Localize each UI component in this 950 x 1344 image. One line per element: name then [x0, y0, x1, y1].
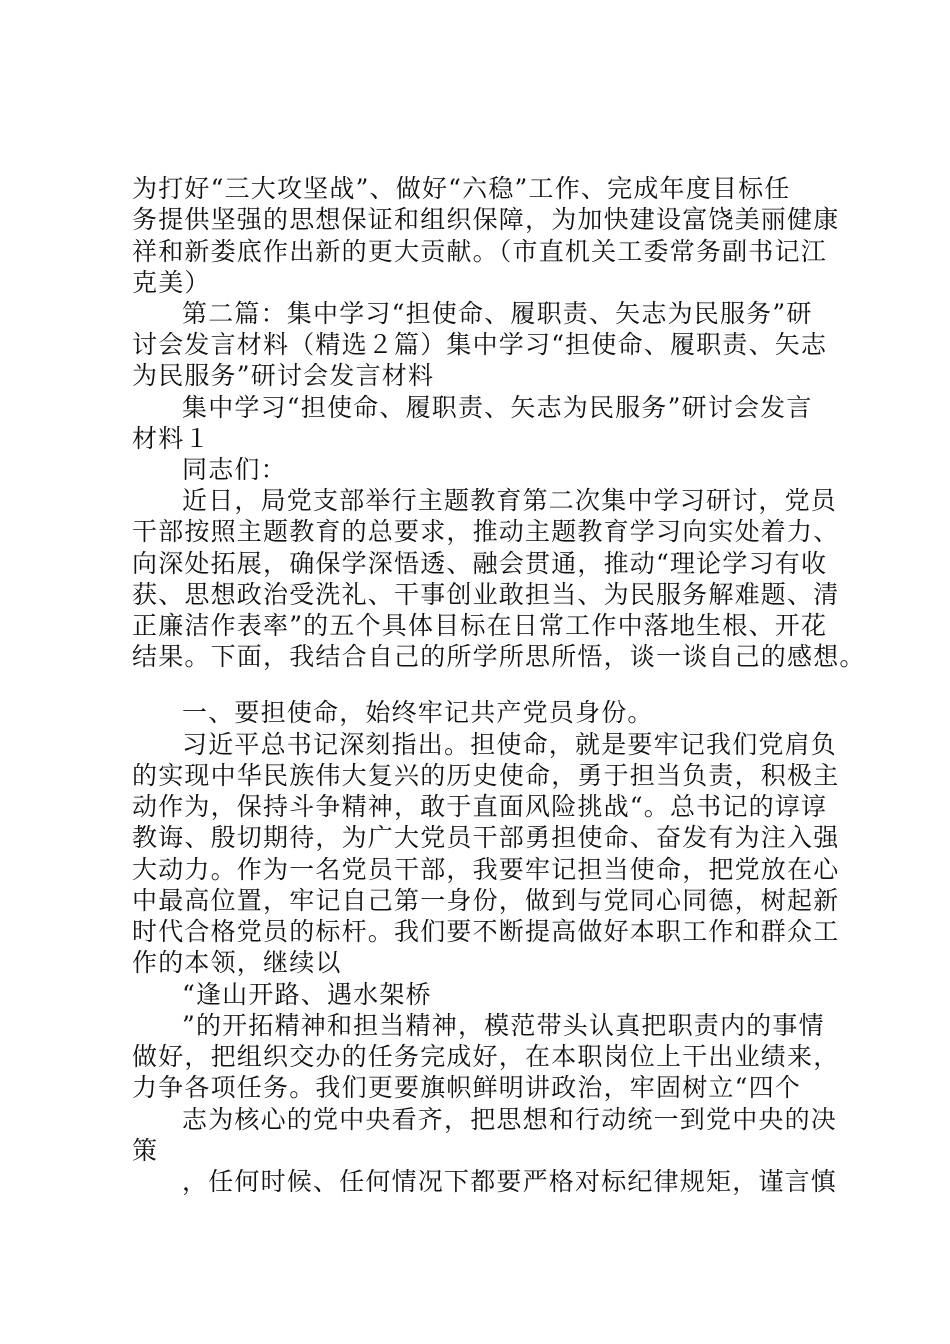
text-line: 的实现中华民族伟大复兴的历史使命，勇于担当负责，积极主 — [132, 761, 840, 790]
text-line: 时代合格党员的标杆。我们要不断提高做好本职工作和群众工 — [132, 917, 840, 946]
text-line: 为民服务”研讨会发言材料 — [132, 361, 435, 390]
text-line: 近日，局党支部举行主题教育第二次集中学习研讨，党员 — [182, 486, 838, 515]
text-line: 作的本领，继续以 — [132, 948, 342, 977]
section-heading: 第二篇：集中学习“担使命、履职责、矢志为民服务”研 — [182, 299, 813, 328]
text-line: ，任何时候、任何情况下都要严格对标纪律规矩，谨言慎 — [182, 1167, 838, 1196]
text-line: 教诲、殷切期待，为广大党员干部勇担使命、奋发有为注入强 — [132, 823, 840, 852]
text-line: 策 — [132, 1136, 159, 1165]
text-line: “逢山开路、遇水架桥 — [182, 980, 432, 1009]
text-line: 习近平总书记深刻指出。担使命，就是要牢记我们党肩负 — [182, 730, 838, 759]
text-line: 向深处拓展，确保学深悟透、融会贯通，推动“理论学习有收 — [132, 549, 828, 578]
text-line: 做好，把组织交办的任务完成好，在本职岗位上干出业绩来， — [132, 1042, 840, 1071]
text-line: 大动力。作为一名党员干部，我要牢记担当使命，把党放在心 — [132, 855, 840, 884]
text-line: 动作为，保持斗争精神，敢于直面风险挑战“。总书记的谆谆 — [132, 792, 828, 821]
document-title: 集中学习“担使命、履职责、矢志为民服务”研讨会发言 — [182, 393, 813, 422]
subsection-heading: 一、要担使命，始终牢记共产党员身份。 — [182, 698, 654, 727]
text-line: 材料１ — [132, 424, 211, 453]
text-line: 务提供坚强的思想保证和组织保障，为加快建设富饶美丽健康 — [132, 205, 840, 234]
text-line: 结果。下面，我结合自己的所学所思所悟，谈一谈自己的感想。 — [132, 642, 866, 671]
text-line: 祥和新娄底作出新的更大贡献。（市直机关工委常务副书记江 — [132, 237, 827, 266]
text-line: 获、思想政治受洗礼、干事创业敢担当、为民服务解难题、清 — [132, 580, 840, 609]
text-line: 讨会发言材料（精选２篇）集中学习“担使命、履职责、矢志 — [132, 330, 828, 359]
text-line: 志为核心的党中央看齐，把思想和行动统一到党中央的决 — [182, 1105, 838, 1134]
text-line: 力争各项任务。我们更要旗帜鲜明讲政治，牢固树立“四个 — [132, 1073, 801, 1102]
text-line: 为打好“三大攻坚战”、做好“六稳”工作、完成年度目标任 — [132, 174, 791, 203]
salutation: 同志们： — [182, 455, 287, 484]
text-line: 干部按照主题教育的总要求，推动主题教育学习向实处着力、 — [132, 517, 840, 546]
text-line: ”的开拓精神和担当精神，模范带头认真把职责内的事情 — [182, 1011, 825, 1040]
text-line: 克美） — [132, 268, 211, 297]
text-line: 中最高位置，牢记自己第一身份，做到与党同心同德，树起新 — [132, 886, 840, 915]
text-line: 正廉洁作表率”的五个具体目标在日常工作中落地生根、开花 — [132, 611, 828, 640]
